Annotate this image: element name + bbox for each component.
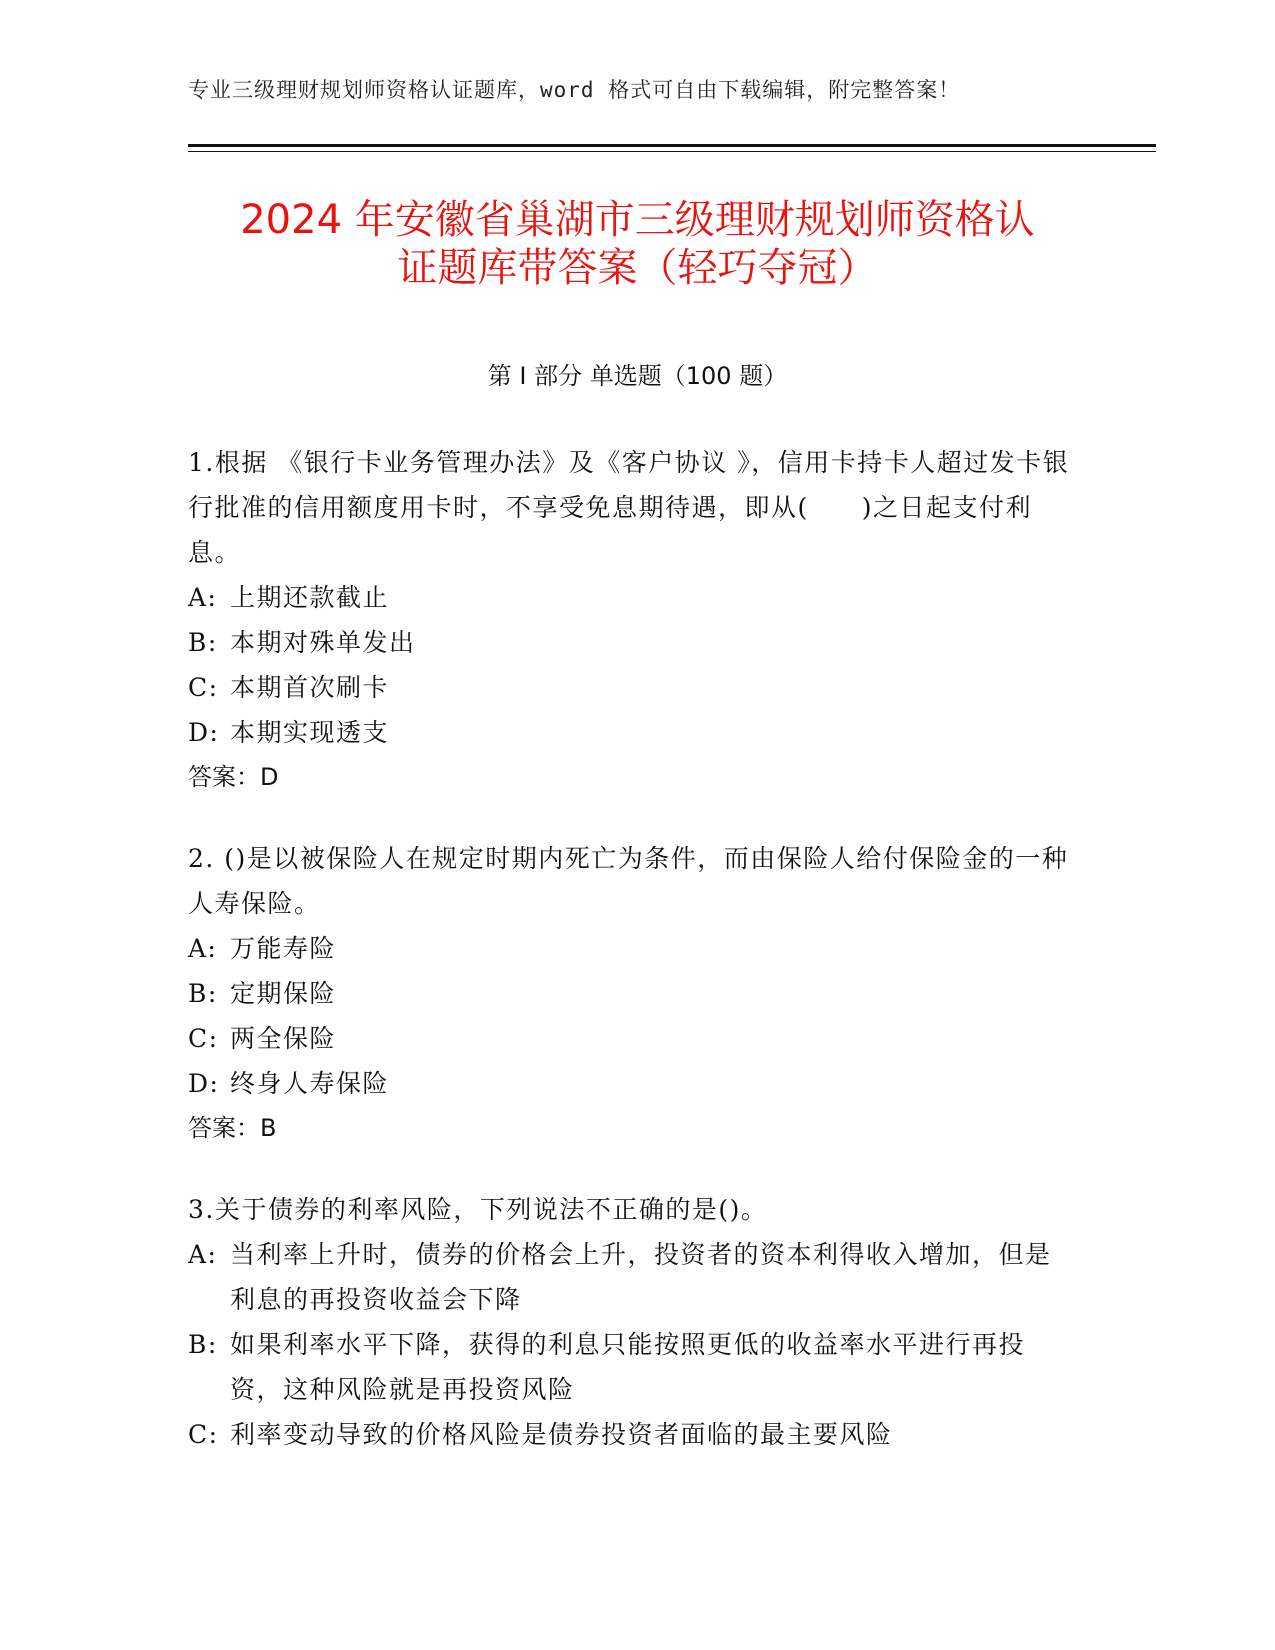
option-text: 万能寿险 <box>230 934 337 963</box>
option-text: 本期首次刷卡 <box>230 673 390 702</box>
title-line-2: 证题库带答案（轻巧夺冠） <box>397 245 878 291</box>
option-key: A: <box>188 583 218 612</box>
question-stem: 3.关于债券的利率风险，下列说法不正确的是()。 <box>188 1195 768 1224</box>
option-c <box>188 1412 1073 1457</box>
document-title <box>150 196 1125 292</box>
option-text: 两全保险 <box>230 1024 337 1053</box>
option-key: C: <box>188 1420 219 1449</box>
option-text: 本期对殊单发出 <box>230 628 416 657</box>
question-stem: 2. ()是以被保险人在规定时期内死亡为条件，而由保险人给付保险金的一种人寿保险。 <box>188 844 1069 918</box>
option-a <box>188 926 1073 971</box>
option-text: 终身人寿保险 <box>230 1069 390 1098</box>
answer: 答案：B <box>188 1114 277 1142</box>
option-c <box>188 665 1073 710</box>
option-b <box>188 620 1073 665</box>
option-d <box>188 1061 1073 1106</box>
question-stem: 1.根据 《银行卡业务管理办法》及《客户协议 》，信用卡持卡人超过发卡银行批准的信用额度用卡时，不享受免息期待遇，即从( )之日起支付利息。 <box>188 448 1070 567</box>
option-text: 如果利率水平下降，获得的利息只能按照更低的收益率水平进行再投资，这种风险就是再投资风险 <box>230 1330 1026 1404</box>
question-list <box>188 440 1073 1493</box>
question-3 <box>188 1187 1073 1457</box>
option-key: A: <box>188 934 218 963</box>
option-key: D: <box>188 1069 220 1098</box>
header-note: 专业三级理财规划师资格认证题库，word 格式可自由下载编辑，附完整答案！ <box>188 78 961 102</box>
option-key: C: <box>188 673 219 702</box>
option-key: A: <box>188 1240 218 1269</box>
option-b <box>188 1322 1073 1412</box>
option-text: 本期实现透支 <box>230 718 390 747</box>
section-heading: 第 I 部分 单选题（100 题） <box>487 362 788 390</box>
option-a <box>188 1232 1073 1322</box>
title-line-1: 2024 年安徽省巢湖市三级理财规划师资格认 <box>240 197 1035 243</box>
option-b <box>188 971 1073 1016</box>
option-a <box>188 575 1073 620</box>
option-key: B: <box>188 628 218 657</box>
option-key: B: <box>188 1330 218 1359</box>
option-c <box>188 1016 1073 1061</box>
option-text: 上期还款截止 <box>230 583 390 612</box>
option-key: D: <box>188 718 220 747</box>
question-1 <box>188 440 1073 800</box>
option-key: C: <box>188 1024 219 1053</box>
option-key: B: <box>188 979 218 1008</box>
option-text: 利率变动导致的价格风险是债券投资者面临的最主要风险 <box>230 1420 893 1449</box>
question-2 <box>188 836 1073 1151</box>
header-rule-thick <box>188 144 1156 147</box>
option-text: 定期保险 <box>230 979 337 1008</box>
answer: 答案：D <box>188 763 279 791</box>
header-rule-thin <box>188 151 1156 152</box>
option-d <box>188 710 1073 755</box>
option-text: 当利率上升时，债券的价格会上升，投资者的资本利得收入增加，但是利息的再投资收益会下降 <box>230 1240 1052 1314</box>
